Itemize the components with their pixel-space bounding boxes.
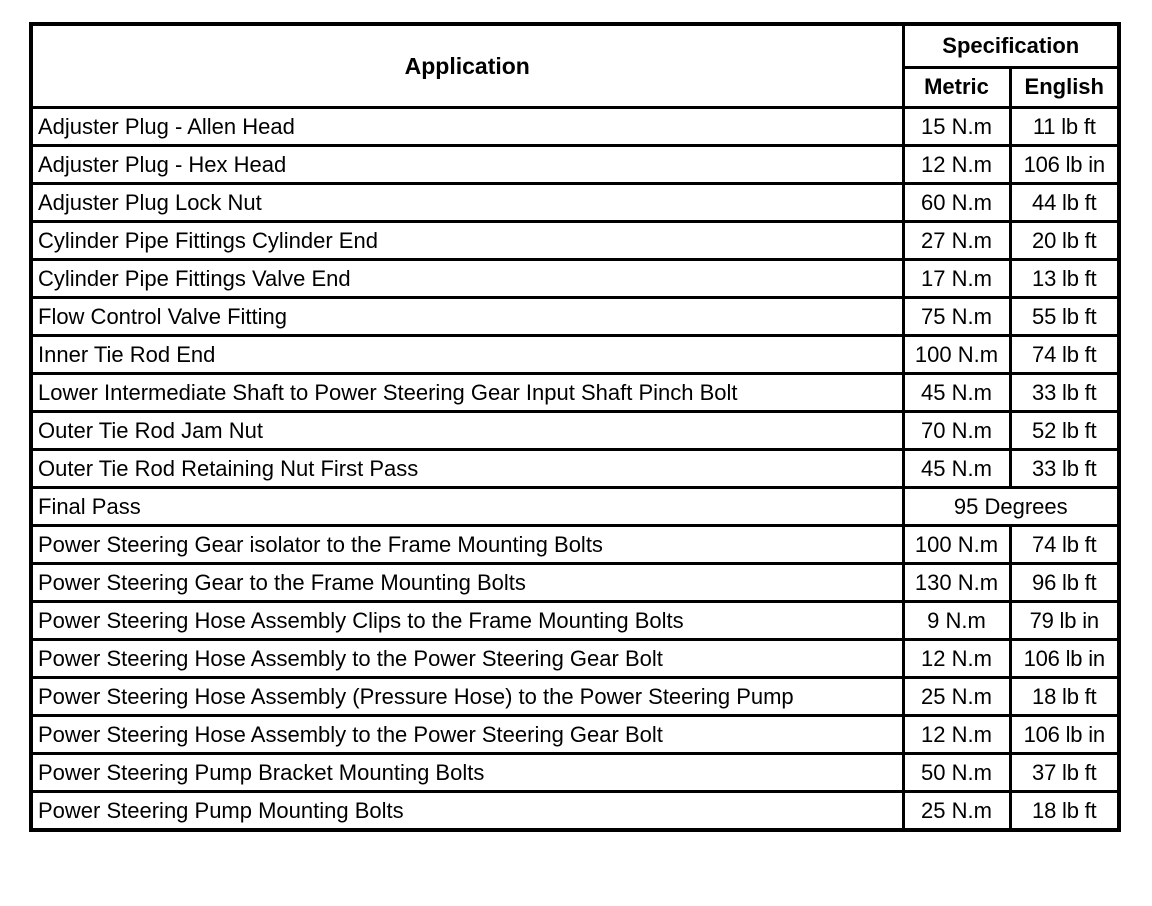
english-value-cell: 33 lb ft [1010, 450, 1119, 488]
metric-value-cell: 9 N.m [903, 602, 1010, 640]
english-value-cell: 96 lb ft [1010, 564, 1119, 602]
table-row [31, 374, 1119, 412]
application-cell: Lower Intermediate Shaft to Power Steering Gear Input Shaft Pinch Bolt [31, 374, 903, 412]
application-cell: Power Steering Pump Bracket Mounting Bolts [31, 754, 903, 792]
table-row [31, 184, 1119, 222]
metric-value-cell: 130 N.m [903, 564, 1010, 602]
metric-value-cell: 25 N.m [903, 792, 1010, 831]
metric-value-cell: 75 N.m [903, 298, 1010, 336]
table-row [31, 298, 1119, 336]
metric-value-cell: 50 N.m [903, 754, 1010, 792]
application-cell: Power Steering Pump Mounting Bolts [31, 792, 903, 831]
english-value-cell: 18 lb ft [1010, 678, 1119, 716]
specification-column-header: Specification [903, 24, 1119, 67]
english-value-cell: 11 lb ft [1010, 108, 1119, 146]
english-value-cell: 20 lb ft [1010, 222, 1119, 260]
metric-value-cell: 17 N.m [903, 260, 1010, 298]
english-value-cell: 106 lb in [1010, 640, 1119, 678]
english-value-cell: 18 lb ft [1010, 792, 1119, 831]
table-row [31, 222, 1119, 260]
metric-value-cell: 100 N.m [903, 336, 1010, 374]
english-value-cell: 74 lb ft [1010, 336, 1119, 374]
application-cell: Adjuster Plug Lock Nut [31, 184, 903, 222]
application-cell: Power Steering Hose Assembly (Pressure Hose) to the Power Steering Pump [31, 678, 903, 716]
metric-value-cell: 12 N.m [903, 716, 1010, 754]
metric-value-cell: 12 N.m [903, 640, 1010, 678]
metric-value-cell: 100 N.m [903, 526, 1010, 564]
application-cell: Inner Tie Rod End [31, 336, 903, 374]
application-cell: Adjuster Plug - Allen Head [31, 108, 903, 146]
application-cell: Outer Tie Rod Retaining Nut First Pass [31, 450, 903, 488]
combined-spec-cell: 95 Degrees [903, 488, 1119, 526]
table-row [31, 526, 1119, 564]
application-cell: Cylinder Pipe Fittings Valve End [31, 260, 903, 298]
metric-value-cell: 12 N.m [903, 146, 1010, 184]
metric-value-cell: 70 N.m [903, 412, 1010, 450]
metric-value-cell: 60 N.m [903, 184, 1010, 222]
metric-column-header: Metric [903, 67, 1010, 107]
application-cell: Final Pass [31, 488, 903, 526]
application-cell: Power Steering Hose Assembly Clips to the Frame Mounting Bolts [31, 602, 903, 640]
table-row [31, 716, 1119, 754]
metric-value-cell: 45 N.m [903, 374, 1010, 412]
metric-value-cell: 25 N.m [903, 678, 1010, 716]
metric-value-cell: 27 N.m [903, 222, 1010, 260]
english-value-cell: 106 lb in [1010, 716, 1119, 754]
table-row [31, 450, 1119, 488]
table-row [31, 640, 1119, 678]
application-cell: Power Steering Gear isolator to the Frame Mounting Bolts [31, 526, 903, 564]
table-row [31, 412, 1119, 450]
english-value-cell: 37 lb ft [1010, 754, 1119, 792]
application-cell: Power Steering Hose Assembly to the Power Steering Gear Bolt [31, 716, 903, 754]
english-value-cell: 74 lb ft [1010, 526, 1119, 564]
english-value-cell: 44 lb ft [1010, 184, 1119, 222]
table-row [31, 678, 1119, 716]
table-row [31, 488, 1119, 526]
table-row [31, 108, 1119, 146]
english-value-cell: 13 lb ft [1010, 260, 1119, 298]
table-row [31, 792, 1119, 831]
table-header-row [31, 24, 1119, 67]
table-row [31, 260, 1119, 298]
application-cell: Power Steering Hose Assembly to the Power Steering Gear Bolt [31, 640, 903, 678]
table-row [31, 602, 1119, 640]
metric-value-cell: 45 N.m [903, 450, 1010, 488]
table-row [31, 754, 1119, 792]
english-value-cell: 52 lb ft [1010, 412, 1119, 450]
application-column-header: Application [31, 24, 903, 108]
torque-specification-table [29, 22, 1121, 832]
english-value-cell: 106 lb in [1010, 146, 1119, 184]
table-row [31, 336, 1119, 374]
english-value-cell: 55 lb ft [1010, 298, 1119, 336]
application-cell: Power Steering Gear to the Frame Mounting Bolts [31, 564, 903, 602]
application-cell: Adjuster Plug - Hex Head [31, 146, 903, 184]
application-cell: Flow Control Valve Fitting [31, 298, 903, 336]
english-column-header: English [1010, 67, 1119, 107]
english-value-cell: 33 lb ft [1010, 374, 1119, 412]
metric-value-cell: 15 N.m [903, 108, 1010, 146]
table-row [31, 564, 1119, 602]
application-cell: Outer Tie Rod Jam Nut [31, 412, 903, 450]
application-cell: Cylinder Pipe Fittings Cylinder End [31, 222, 903, 260]
english-value-cell: 79 lb in [1010, 602, 1119, 640]
table-row [31, 146, 1119, 184]
